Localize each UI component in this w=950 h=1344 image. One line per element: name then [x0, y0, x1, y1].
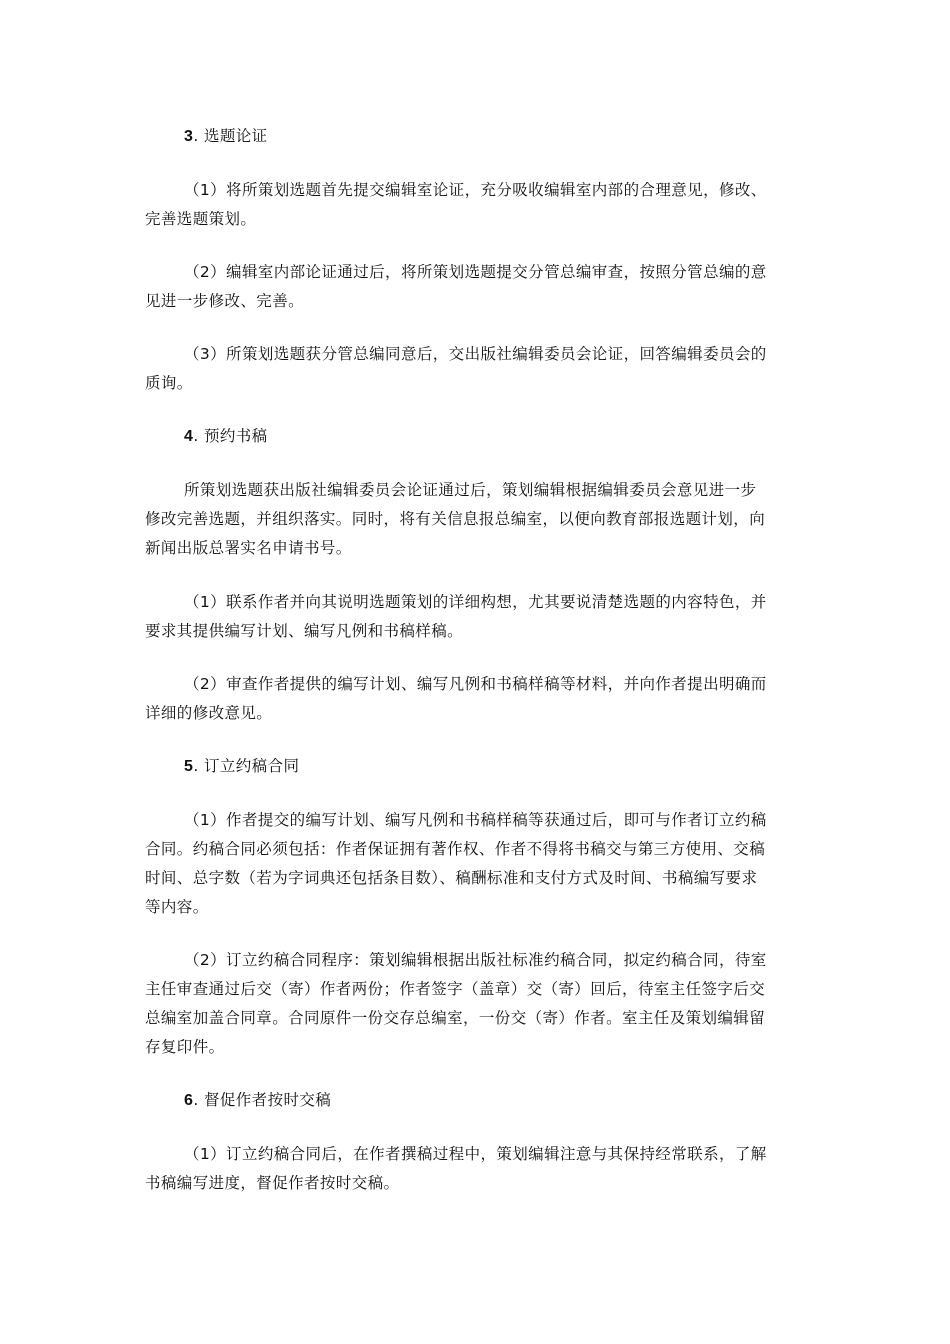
- section-heading: 3. 选题论证: [184, 127, 268, 145]
- paragraph-line: 主任审查通过后交（寄）作者两份；作者签字（盖章）交（寄）回后，待室主任签字后交: [145, 980, 766, 998]
- paragraph-line: 总编室加盖合同章。合同原件一份交存总编室，一份交（寄）作者。室主任及策划编辑留: [145, 1009, 766, 1027]
- section-heading: 4. 预约书稿: [184, 427, 268, 445]
- paragraph-line: 存复印件。: [145, 1038, 225, 1056]
- paragraph-line: 修改完善选题，并组织落实。同时，将有关信息报总编室，以便向教育部报选题计划，向: [145, 510, 766, 528]
- paragraph-line: 见进一步修改、完善。: [145, 292, 305, 310]
- paragraph-line: （1）联系作者并向其说明选题策划的详细构想，尤其要说清楚选题的内容特色，并: [184, 593, 767, 611]
- paragraph-line: 所策划选题获出版社编辑委员会论证通过后，策划编辑根据编辑委员会意见进一步: [184, 481, 757, 499]
- paragraph-line: （2）审查作者提供的编写计划、编写凡例和书稿样稿等材料，并向作者提出明确而: [184, 675, 767, 693]
- paragraph-line: （3）所策划选题获分管总编同意后，交出版社编辑委员会论证，回答编辑委员会的: [184, 345, 767, 363]
- paragraph-line: 新闻出版总署实名申请书号。: [145, 539, 352, 557]
- paragraph-line: （1）订立约稿合同后，在作者撰稿过程中，策划编辑注意与其保持经常联系，了解: [184, 1145, 767, 1163]
- paragraph-line: 详细的修改意见。: [145, 704, 273, 722]
- paragraph-line: 时间、总字数（若为字词典还包括条目数）、稿酬标准和支付方式及时间、书稿编写要求: [145, 869, 758, 887]
- paragraph-line: 等内容。: [145, 898, 209, 916]
- paragraph-line: 质询。: [145, 374, 193, 392]
- paragraph-line: （2）编辑室内部论证通过后，将所策划选题提交分管总编审查，按照分管总编的意: [184, 263, 767, 281]
- section-heading: 6. 督促作者按时交稿: [184, 1091, 332, 1109]
- paragraph-line: 要求其提供编写计划、编写凡例和书稿样稿。: [145, 622, 464, 640]
- paragraph-line: （2）订立约稿合同程序：策划编辑根据出版社标准约稿合同，拟定约稿合同，待室: [184, 951, 767, 969]
- paragraph-line: 完善选题策划。: [145, 210, 257, 228]
- paragraph-line: 合同。约稿合同必须包括：作者保证拥有著作权、作者不得将书稿交与第三方使用、交稿: [145, 840, 766, 858]
- section-heading: 5. 订立约稿合同: [184, 757, 300, 775]
- paragraph-line: （1）作者提交的编写计划、编写凡例和书稿样稿等获通过后，即可与作者订立约稿: [184, 811, 767, 829]
- paragraph-line: （1）将所策划选题首先提交编辑室论证，充分吸收编辑室内部的合理意见，修改、: [184, 181, 767, 199]
- paragraph-line: 书稿编写进度，督促作者按时交稿。: [145, 1174, 400, 1192]
